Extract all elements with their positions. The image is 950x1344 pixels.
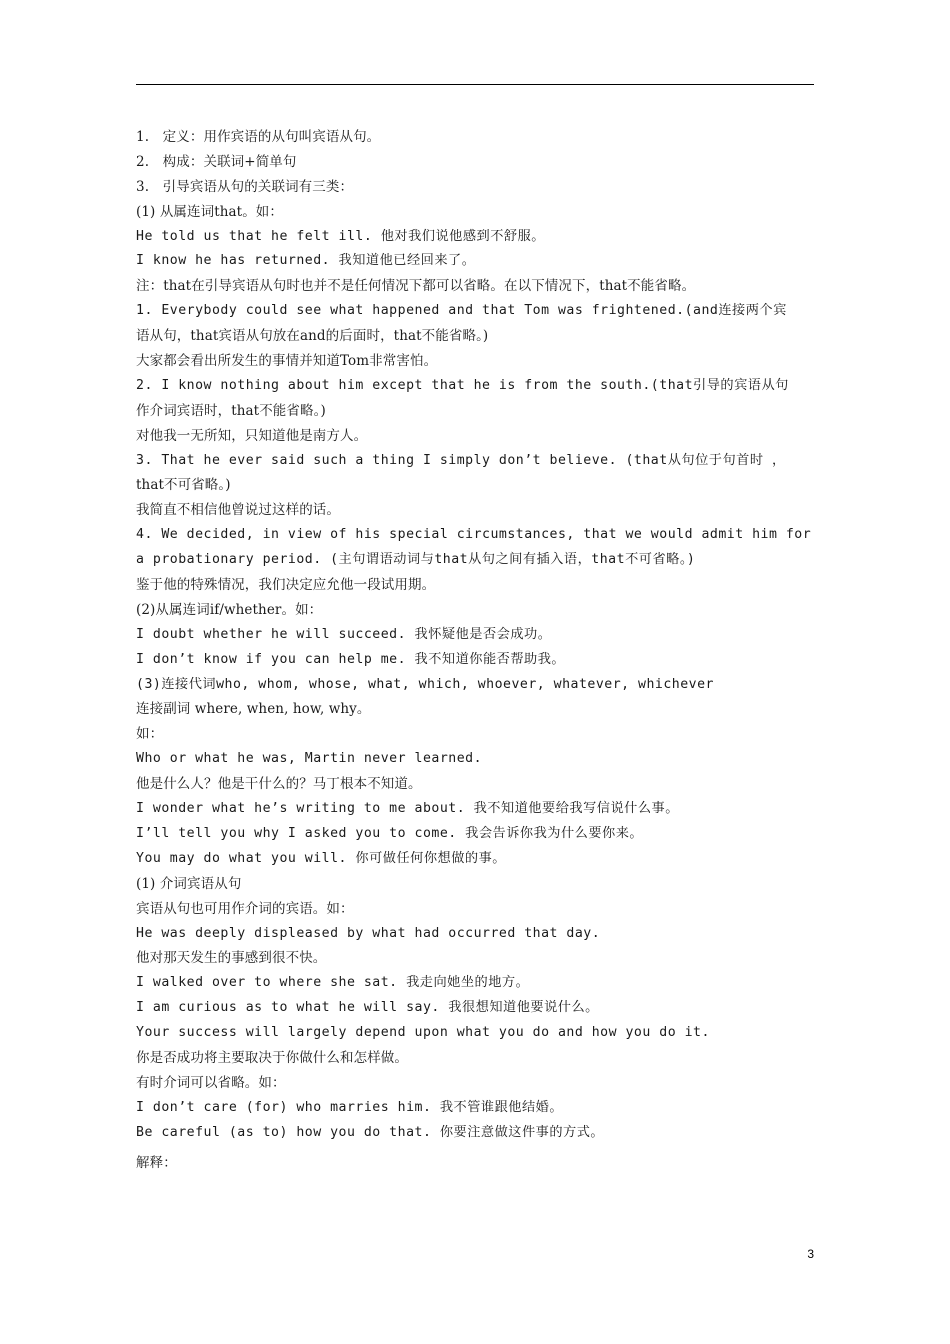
explanation-heading: 解释： bbox=[136, 1154, 177, 1171]
text-line: (3)连接代词who, whom, whose, what, which, whoever, whatever, whichever bbox=[136, 676, 715, 692]
text-line: I am curious as to what he will say. 我很想知道他要说什么。 bbox=[136, 1000, 599, 1016]
text-line: 语从句，that宾语从句放在and的后面时，that不能省略。) bbox=[136, 328, 489, 345]
text-line: (1) 介词宾语从句 bbox=[136, 875, 242, 892]
text-line: 他是什么人？他是干什么的？马丁根本不知道。 bbox=[136, 776, 422, 793]
text-line: Your success will largely depend upon what you do and how you do it. bbox=[136, 1025, 710, 1041]
text-line: I doubt whether he will succeed. 我怀疑他是否会成功。 bbox=[136, 626, 552, 642]
text-line: You may do what you will. 你可做任何你想做的事。 bbox=[136, 850, 506, 866]
text-line: (1) 从属连词that。如： bbox=[136, 203, 284, 220]
text-line: 注：that在引导宾语从句时也并不是任何情况下都可以省略。在以下情况下，that不能省略。 bbox=[136, 278, 696, 295]
text-line: I don’t care (for) who marries him. 我不管谁跟他结婚。 bbox=[136, 1099, 564, 1115]
text-line: (2)从属连词if/whether。如： bbox=[136, 601, 323, 618]
document-body bbox=[136, 125, 816, 1175]
text-line: 2. 构成：关联词+简单句 bbox=[136, 153, 297, 170]
text-line: 2. I know nothing about him except that he is from the south.(that引导的宾语从句 bbox=[136, 377, 789, 393]
text-line: 连接副词 where, when, how, why。 bbox=[136, 701, 371, 718]
text-line: 我简直不相信他曾说过这样的话。 bbox=[136, 502, 340, 519]
text-line: He told us that he felt ill. 他对我们说他感到不舒服。 bbox=[136, 228, 545, 244]
text-line: 1. Everybody could see what happened and that Tom was frightened.(and连接两个宾 bbox=[136, 303, 787, 319]
text-line: 大家都会看出所发生的事情并知道Tom非常害怕。 bbox=[136, 353, 438, 370]
text-line: I don’t know if you can help me. 我不知道你能否帮助我。 bbox=[136, 651, 566, 667]
text-line: 鉴于他的特殊情况，我们决定应允他一段试用期。 bbox=[136, 577, 436, 594]
text-line: 1. 定义：用作宾语的从句叫宾语从句。 bbox=[136, 129, 381, 145]
text-line: 宾语从句也可用作介词的宾语。如： bbox=[136, 900, 354, 917]
text-line: I know he has returned. 我知道他已经回来了。 bbox=[136, 253, 476, 269]
text-line: 有时介词可以省略。如： bbox=[136, 1074, 286, 1091]
header-rule bbox=[136, 84, 814, 85]
text-line: I walked over to where she sat. 我走向她坐的地方。 bbox=[136, 975, 530, 991]
text-line: 3. That he ever said such a thing I simply don’t believe. (that从句位于句首时 ， bbox=[136, 452, 786, 468]
text-line: Who or what he was, Martin never learned. bbox=[136, 751, 483, 767]
text-line: 对他我一无所知，只知道他是南方人。 bbox=[136, 427, 368, 444]
page-number: 3 bbox=[807, 1247, 814, 1261]
text-line: 你是否成功将主要取决于你做什么和怎样做。 bbox=[136, 1049, 408, 1066]
text-line: 作介词宾语时，that不能省略。) bbox=[136, 402, 326, 419]
text-line: 3. 引导宾语从句的关联词有三类： bbox=[136, 178, 354, 195]
text-line: 4. We decided, in view of his special circumstances, that we would admit him for bbox=[136, 527, 812, 543]
text-line: 他对那天发生的事感到很不快。 bbox=[136, 950, 327, 967]
text-line: that不可省略。) bbox=[136, 477, 231, 494]
text-line: He was deeply displeased by what had occurred that day. bbox=[136, 925, 601, 941]
text-line: I’ll tell you why I asked you to come. 我会告诉你我为什么要你来。 bbox=[136, 825, 644, 841]
text-line: I wonder what he’s writing to me about. 我不知道他要给我写信说什么事。 bbox=[136, 801, 679, 817]
text-line: Be careful (as to) how you do that. 你要注意做这件事的方式。 bbox=[136, 1124, 605, 1140]
text-line: 如： bbox=[136, 726, 164, 743]
text-line: a probationary period. (主句谓语动词与that从句之间有插入语，that不可省略。) bbox=[136, 552, 696, 568]
